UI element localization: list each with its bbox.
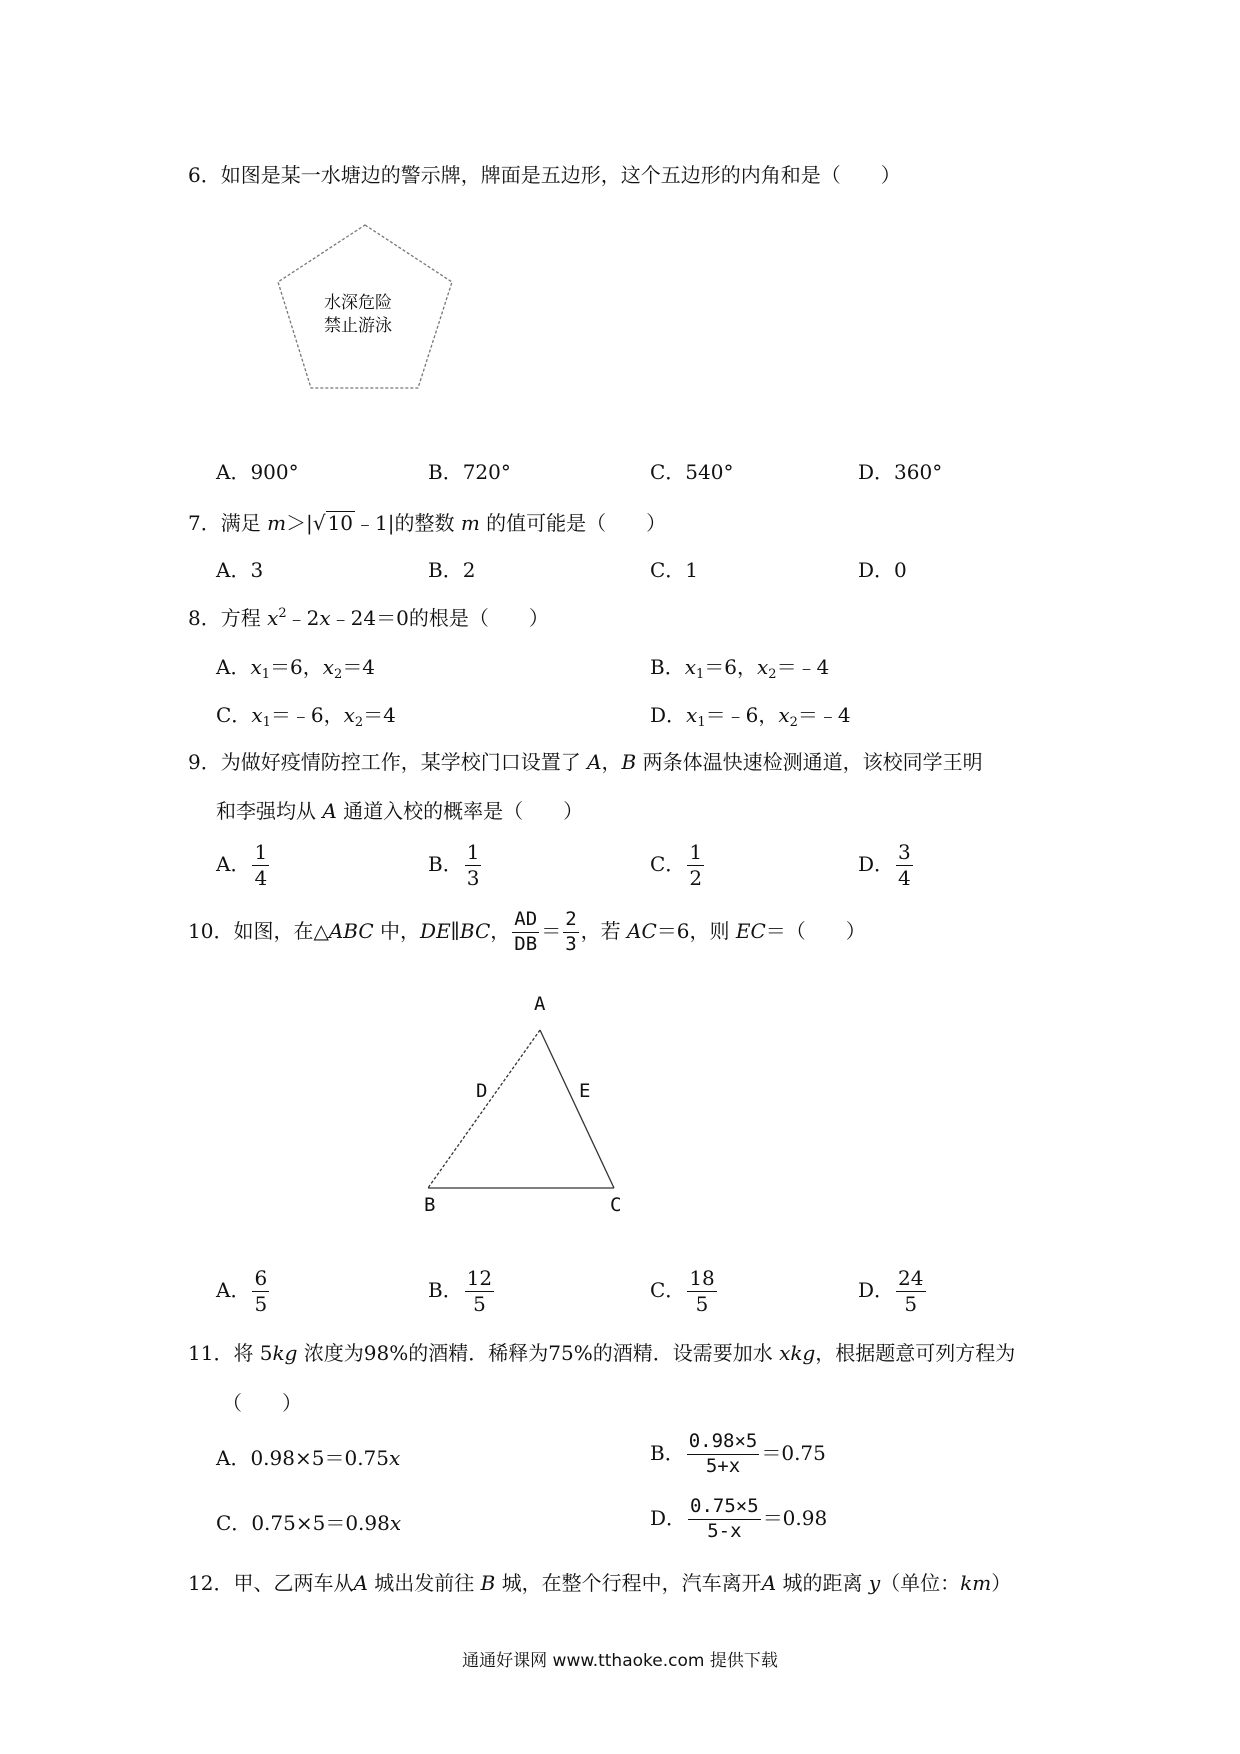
- q11-answer-paren: （ ）: [222, 1391, 302, 1415]
- q7-option-d: D．0: [858, 558, 907, 582]
- triangle-figure: [410, 990, 640, 1220]
- q9-option-c: C． $\frac{1}{2}$: [650, 840, 703, 890]
- fraction: $\frac{0.98\times 5}{5+x}$: [688, 1430, 758, 1477]
- vertex-label-d: D: [476, 1080, 488, 1102]
- q7-stem: 7．满足 m＞|√ 10 ﹣1|的整数 m 的值可能是（ ）: [188, 511, 667, 535]
- q11-option-b: B． $\frac{0.98\times 5}{5+x}$ ＝0.75: [650, 1430, 826, 1477]
- fraction: $\frac{1}{3}$: [466, 840, 480, 890]
- q9-option-a: A． $\frac{1}{4}$: [216, 840, 268, 890]
- fraction: $\frac{6}{5}$: [254, 1266, 268, 1316]
- q6-option-d: D．360°: [858, 460, 943, 484]
- fraction: $\frac{24}{5}$: [898, 1266, 924, 1316]
- q9-stem-line2: 和李强均从 A 通道入校的概率是（ ）: [216, 799, 584, 823]
- sqrt-sign: √: [312, 511, 326, 535]
- q9-stem-line1: 9．为做好疫情防控工作，某学校门口设置了 A，B 两条体温快速检测通道，该校同学王明: [188, 750, 983, 774]
- q12-stem: 12．甲、乙两车从A 城出发前往 B 城，在整个行程中，汽车离开A 城的距离 y（单位：km）: [188, 1571, 1012, 1595]
- sign-line-2: 禁止游泳: [324, 316, 392, 336]
- q10-option-d: D． $\frac{24}{5}$: [858, 1266, 924, 1316]
- q7-option-c: C．1: [650, 558, 699, 582]
- ratio-fraction: $\frac{AD}{DB}$: [514, 908, 538, 955]
- q9-option-d: D． $\frac{3}{4}$: [858, 840, 911, 890]
- side-ac: [540, 1030, 614, 1188]
- q11-option-d: D． $\frac{0.75\times 5}{5-x}$ ＝0.98: [650, 1495, 828, 1542]
- value-fraction: $\frac{2}{3}$: [565, 908, 577, 955]
- q8-stem: 8．方程 $x^2﹣2x﹣24=0$的根是（ ）: [188, 606, 549, 630]
- q8-option-b: B．$x_1=6$，$x_2=﹣4$: [650, 655, 830, 682]
- q8-option-a: A．$x_1=6$，$x_2=4$: [216, 655, 376, 682]
- q10-option-c: C． $\frac{18}{5}$: [650, 1266, 715, 1316]
- fraction: $\frac{18}{5}$: [689, 1266, 715, 1316]
- q11-option-a: A．0.98×5＝0.75x: [216, 1446, 401, 1470]
- q6-option-c: C．540°: [650, 460, 734, 484]
- q8-option-d: D．$x_1=﹣6$，$x_2=﹣4$: [650, 703, 851, 730]
- side-ab: [428, 1030, 540, 1188]
- q6-stem: 6．如图是某一水塘边的警示牌，牌面是五边形，这个五边形的内角和是（ ）: [188, 163, 901, 187]
- q6-option-b: B．720°: [428, 460, 511, 484]
- q7-option-b: B．2: [428, 558, 476, 582]
- q10-option-b: B． $\frac{12}{5}$: [428, 1266, 493, 1316]
- q11-stem: 11．将 5kg 浓度为98%的酒精．稀释为75%的酒精．设需要加水 xkg，根据题意可列方程为: [188, 1341, 1016, 1365]
- vertex-label-b: B: [424, 1194, 436, 1216]
- fraction: $\frac{3}{4}$: [898, 840, 911, 890]
- q9-option-b: B． $\frac{1}{3}$: [428, 840, 480, 890]
- sign-line-1: 水深危险: [324, 293, 392, 313]
- q10-option-a: A． $\frac{6}{5}$: [216, 1266, 268, 1316]
- fraction: $\frac{1}{4}$: [254, 840, 268, 890]
- vertex-label-e: E: [579, 1080, 591, 1102]
- fraction: $\frac{0.75\times 5}{5-x}$: [690, 1495, 759, 1542]
- vertex-label-a: A: [534, 993, 546, 1015]
- page-footer: 通通好课网 www.tthaoke.com 提供下载: [462, 1651, 778, 1671]
- fraction: $\frac{12}{5}$: [466, 1266, 493, 1316]
- fraction: $\frac{1}{2}$: [689, 840, 703, 890]
- q8-option-c: C．$x_1=﹣6$，$x_2=4$: [216, 703, 396, 730]
- q10-stem: 10．如图，在△ABC 中，DE∥BC， $\frac{AD}{DB}$ ＝ $\frac{2}{3}$ ，若 AC＝6，则 EC＝（ ）: [188, 908, 866, 955]
- vertex-label-c: C: [610, 1194, 622, 1216]
- q7-option-a: A．3: [216, 558, 264, 582]
- q11-option-c: C．0.75×5＝0.98x: [216, 1511, 402, 1535]
- q6-option-a: A．900°: [216, 460, 299, 484]
